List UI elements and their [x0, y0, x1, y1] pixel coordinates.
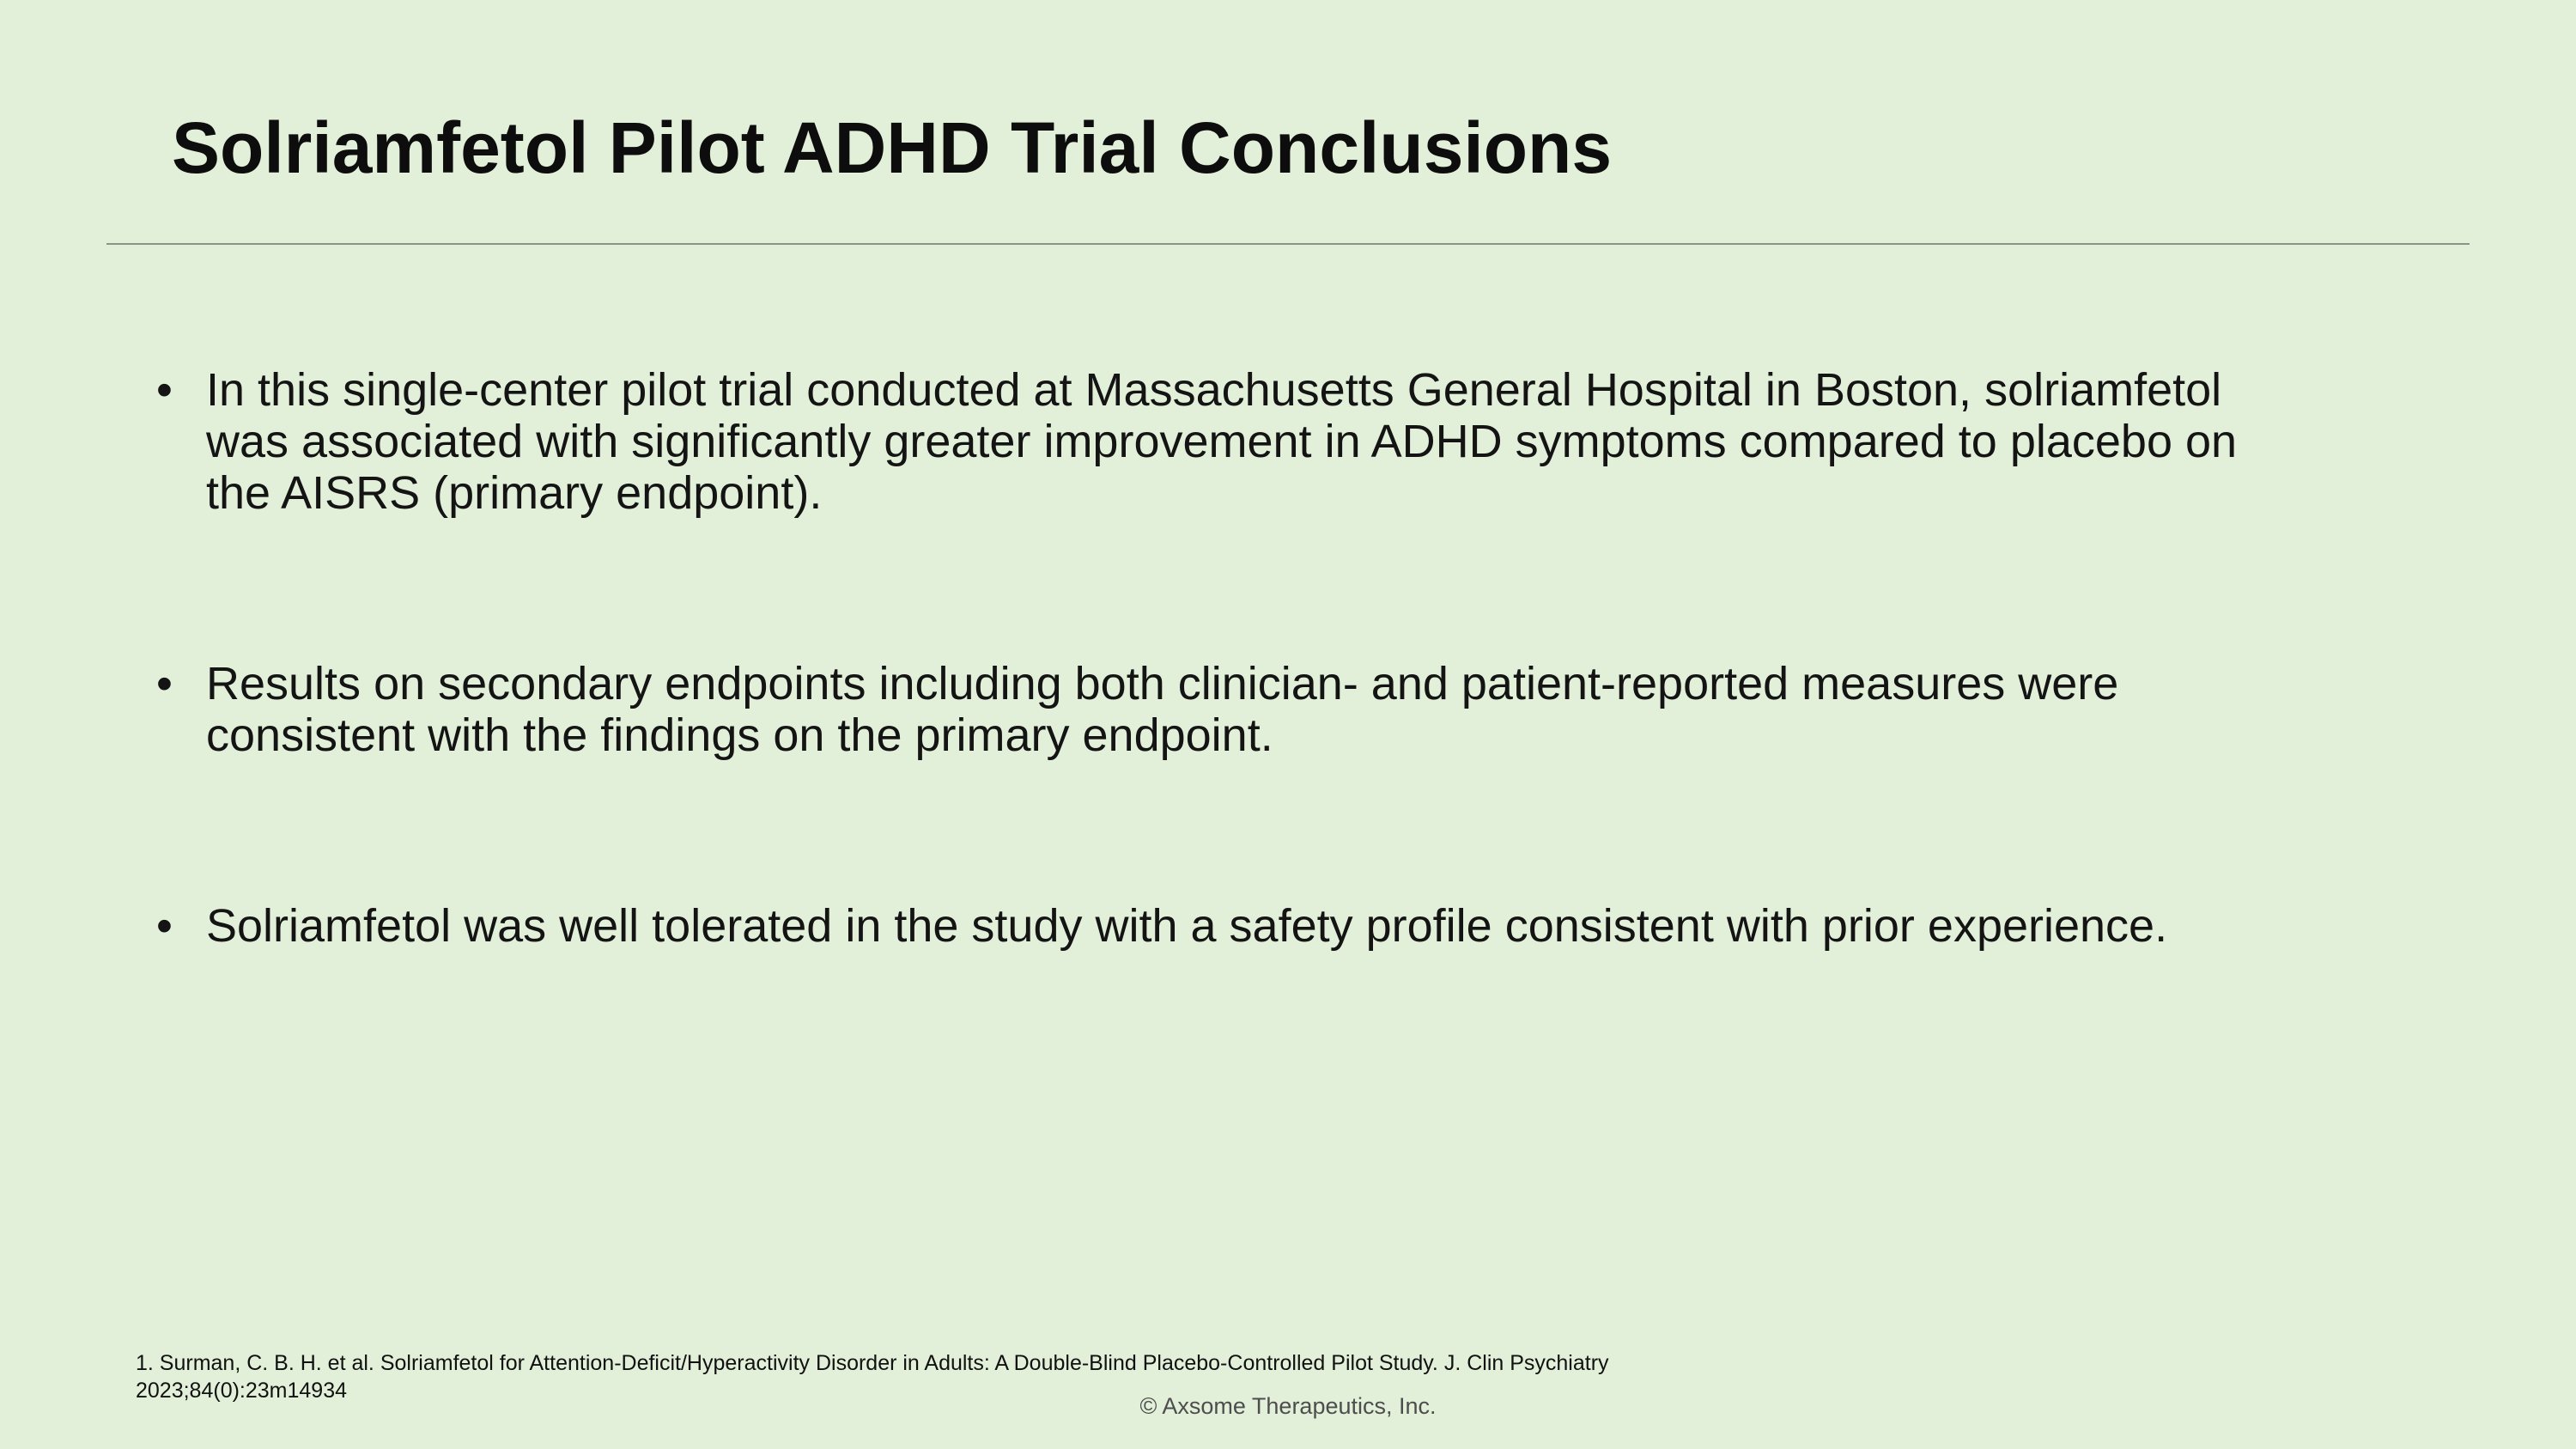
- bullet-item: [156, 900, 2389, 952]
- bullet-text: [206, 364, 2389, 519]
- bullet-line: was associated with significantly greater improvement in ADHD symptoms compared to placebo on: [206, 416, 2238, 467]
- bullet-item: [156, 658, 2389, 761]
- bullet-line: Results on secondary endpoints including both clinician- and patient-reported measures were: [206, 658, 2119, 709]
- bullet-line: In this single-center pilot trial conducted at Massachusetts General Hospital in Boston, solriamfetol: [206, 364, 2222, 416]
- bullet-icon: •: [156, 658, 173, 709]
- bullet-text: [206, 900, 2389, 952]
- bullet-line: Solriamfetol was well tolerated in the study with a safety profile consistent with prior experience.: [206, 900, 2168, 952]
- title-divider: [106, 243, 2470, 245]
- slide-title: Solriamfetol Pilot ADHD Trial Conclusions: [172, 107, 1613, 188]
- footnote-line: 2023;84(0):23m14934: [136, 1379, 348, 1403]
- bullet-line: consistent with the findings on the primary endpoint.: [206, 709, 1273, 761]
- bullet-item: [156, 364, 2389, 519]
- bullet-icon: •: [156, 900, 173, 952]
- footnote-line: 1. Surman, C. B. H. et al. Solriamfetol for Attention-Deficit/Hyperactivity Disorder in Adults: A Double-Blind Placebo-Controlled Pilot Study. J. Clin Psychiatry: [136, 1351, 1609, 1375]
- bullet-icon: •: [156, 364, 173, 416]
- bullet-line: the AISRS (primary endpoint).: [206, 467, 823, 519]
- bullet-text: [206, 658, 2389, 761]
- copyright-notice: © Axsome Therapeutics, Inc.: [1139, 1393, 1437, 1419]
